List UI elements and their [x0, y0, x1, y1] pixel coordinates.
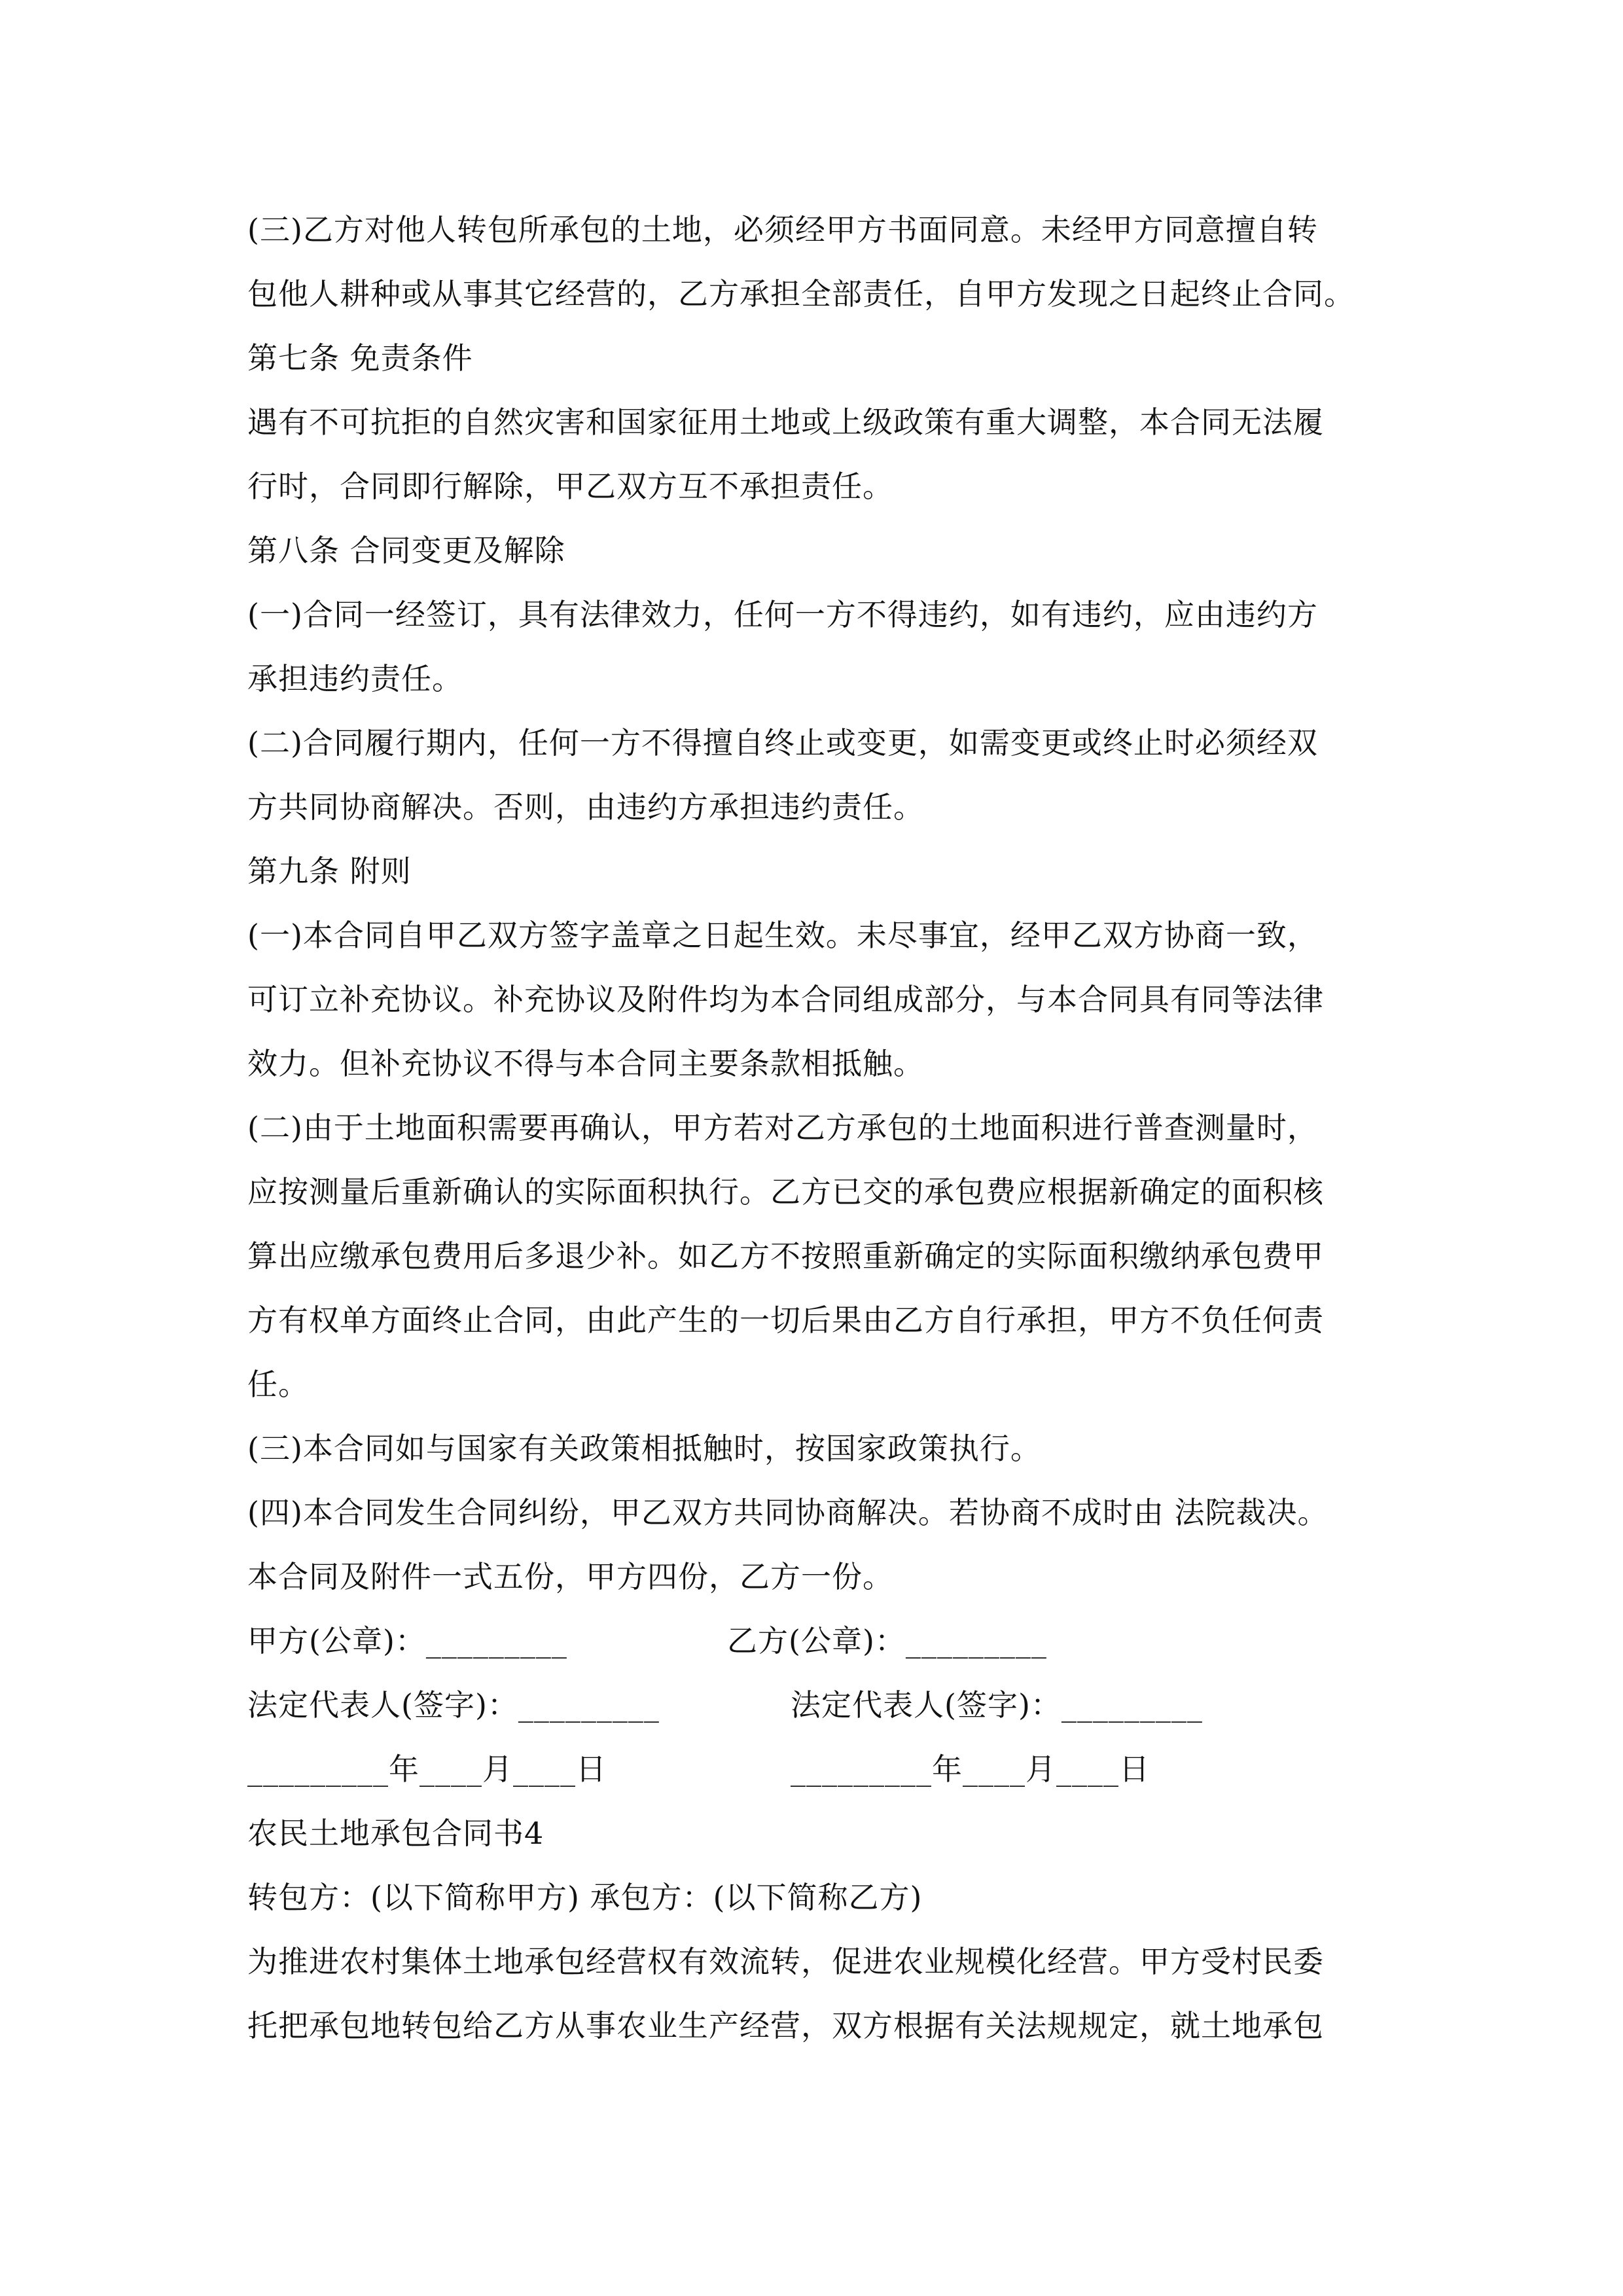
clause-line: (四)本合同发生合同纠纷，甲乙双方共同协商解决。若协商不成时由 法院裁决。: [247, 1495, 1329, 1530]
signature-seal-row: [247, 1609, 1373, 1673]
article-7-heading: 第七条 免责条件: [247, 340, 473, 376]
clause-line: (三)乙方对他人转包所承包的土地，必须经甲方书面同意。未经甲方同意擅自转: [247, 212, 1318, 247]
document-body: [247, 198, 1373, 2058]
clause-line: 遇有不可抗拒的自然灾害和国家征用土地或上级政策有重大调整，本合同无法履: [247, 404, 1324, 440]
party-a-seal-field: 甲方(公章)：_________: [247, 1623, 567, 1659]
party-b-rep-field: 法定代表人(签字)：_________: [791, 1687, 1203, 1723]
article-9-heading: 第九条 附则: [247, 853, 412, 889]
clause-line: (一)本合同自甲乙双方签字盖章之日起生效。未尽事宜，经甲乙双方协商一致，: [247, 918, 1318, 953]
parties-line: 转包方：(以下简称甲方) 承包方：(以下简称乙方): [247, 1880, 923, 1915]
clause-line: 算出应缴承包费用后多退少补。如乙方不按照重新确定的实际面积缴纳承包费甲: [247, 1238, 1324, 1274]
clause-line: 方有权单方面终止合同，由此产生的一切后果由乙方自行承担，甲方不负任何责: [247, 1302, 1324, 1338]
clause-line: 包他人耕种或从事其它经营的，乙方承担全部责任，自甲方发现之日起终止合同。: [247, 276, 1355, 312]
party-b-seal-field: 乙方(公章)：_________: [727, 1623, 1047, 1659]
clause-line: 行时，合同即行解除，甲乙双方互不承担责任。: [247, 469, 893, 504]
party-a-rep-field: 法定代表人(签字)：_________: [247, 1687, 660, 1723]
preamble-line: 为推进农村集体土地承包经营权有效流转，促进农业规模化经营。甲方受村民委: [247, 1944, 1324, 1979]
clause-line: 本合同及附件一式五份，甲方四份，乙方一份。: [247, 1559, 893, 1594]
preamble-line: 托把承包地转包给乙方从事农业生产经营，双方根据有关法规规定，就土地承包: [247, 2008, 1324, 2043]
clause-line: (二)由于土地面积需要再确认，甲方若对乙方承包的土地面积进行普查测量时，: [247, 1110, 1318, 1145]
clause-line: 可订立补充协议。补充协议及附件均为本合同组成部分，与本合同具有同等法律: [247, 982, 1324, 1017]
party-a-date-field: _________年____月____日: [247, 1751, 607, 1787]
signature-rep-row: [247, 1673, 1373, 1737]
clause-line: 应按测量后重新确认的实际面积执行。乙方已交的承包费应根据新确定的面积核: [247, 1174, 1324, 1210]
party-b-date-field: _________年____月____日: [791, 1751, 1150, 1787]
clause-line: (二)合同履行期内，任何一方不得擅自终止或变更，如需变更或终止时必须经双: [247, 725, 1318, 761]
signature-date-row: [247, 1737, 1373, 1801]
clause-line: 任。: [247, 1367, 309, 1402]
clause-line: (一)合同一经签订，具有法律效力，任何一方不得违约，如有违约，应由违约方: [247, 597, 1318, 632]
contract-4-title: 农民土地承包合同书4: [247, 1816, 544, 1851]
clause-line: (三)本合同如与国家有关政策相抵触时，按国家政策执行。: [247, 1431, 1041, 1466]
clause-line: 承担违约责任。: [247, 661, 463, 696]
clause-line: 方共同协商解决。否则，由违约方承担违约责任。: [247, 789, 924, 825]
clause-line: 效力。但补充协议不得与本合同主要条款相抵触。: [247, 1046, 924, 1081]
article-8-heading: 第八条 合同变更及解除: [247, 533, 565, 568]
